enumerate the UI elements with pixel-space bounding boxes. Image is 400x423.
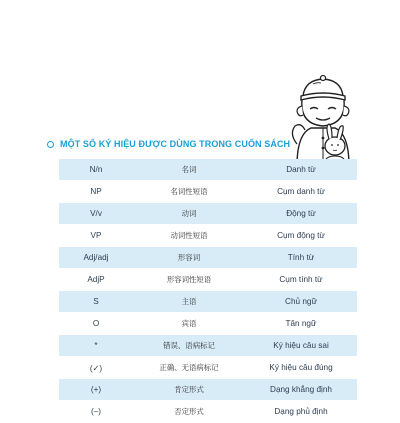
vietnamese-term-cell: Dạng khẳng định bbox=[270, 385, 332, 394]
mascot-illustration bbox=[283, 74, 363, 166]
chinese-term-cell: 名词性短语 bbox=[170, 187, 208, 196]
vietnamese-term-cell: Ký hiệu câu sai bbox=[273, 341, 329, 350]
abbreviation-cell: VP bbox=[90, 231, 102, 240]
section-title: MỘT SỐ KÝ HIỆU ĐƯỢC DÙNG TRONG CUỐN SÁCH bbox=[60, 139, 291, 149]
abbreviation-cell: (–) bbox=[90, 407, 101, 416]
abbreviation-cell: (+) bbox=[90, 385, 102, 394]
table-row bbox=[59, 225, 357, 247]
table-row bbox=[59, 247, 357, 269]
abbreviation-cell: N/n bbox=[89, 165, 103, 174]
vietnamese-term-cell: Dạng phủ định bbox=[274, 407, 328, 416]
chinese-term-cell: 动词 bbox=[181, 209, 197, 218]
chinese-term-cell: 动词性短语 bbox=[170, 231, 208, 240]
abbreviation-cell: O bbox=[92, 319, 100, 328]
vietnamese-term-cell: Động từ bbox=[286, 209, 316, 218]
chinese-term-cell: 错误、语病标记 bbox=[163, 341, 215, 350]
vietnamese-term-cell: Cụm tính từ bbox=[279, 275, 323, 284]
table-row bbox=[59, 357, 357, 379]
circle-bullet-icon bbox=[47, 141, 54, 148]
chinese-term-cell: 肯定形式 bbox=[174, 385, 204, 394]
vietnamese-term-cell: Tân ngữ bbox=[285, 319, 317, 328]
abbreviation-cell: * bbox=[94, 341, 98, 350]
table-row bbox=[59, 401, 357, 423]
vietnamese-term-cell: Chủ ngữ bbox=[285, 297, 317, 306]
abbreviation-cell: (✓) bbox=[89, 363, 103, 373]
vietnamese-term-cell: Cụm động từ bbox=[277, 231, 325, 240]
section-heading bbox=[47, 139, 290, 149]
table-row bbox=[59, 269, 357, 291]
chinese-term-cell: 形容词性短语 bbox=[166, 275, 212, 284]
abbreviation-cell: V/v bbox=[90, 209, 102, 218]
abbreviation-cell: Adj/adj bbox=[83, 253, 109, 262]
abbreviation-cell: S bbox=[93, 297, 99, 306]
abbreviation-cell: NP bbox=[90, 187, 102, 196]
chinese-term-cell: 形容词 bbox=[177, 253, 201, 262]
vietnamese-term-cell: Cụm danh từ bbox=[277, 187, 325, 196]
chinese-term-cell: 宾语 bbox=[181, 319, 197, 328]
abbreviation-cell: AdjP bbox=[87, 275, 105, 284]
vietnamese-term-cell: Ký hiệu câu đúng bbox=[269, 363, 333, 372]
chinese-term-cell: 主语 bbox=[181, 297, 197, 306]
table-row bbox=[59, 313, 357, 335]
table-row bbox=[59, 291, 357, 313]
chinese-term-cell: 名词 bbox=[181, 165, 197, 174]
chinese-term-cell: 正确、无语病标记 bbox=[159, 363, 219, 372]
vietnamese-term-cell: Danh từ bbox=[286, 165, 316, 174]
symbol-table bbox=[59, 159, 357, 423]
table-row bbox=[59, 335, 357, 357]
table-row bbox=[59, 379, 357, 401]
table-row bbox=[59, 181, 357, 203]
chinese-term-cell: 否定形式 bbox=[174, 407, 204, 416]
table-row bbox=[59, 159, 357, 181]
vietnamese-term-cell: Tính từ bbox=[287, 253, 315, 262]
table-row bbox=[59, 203, 357, 225]
